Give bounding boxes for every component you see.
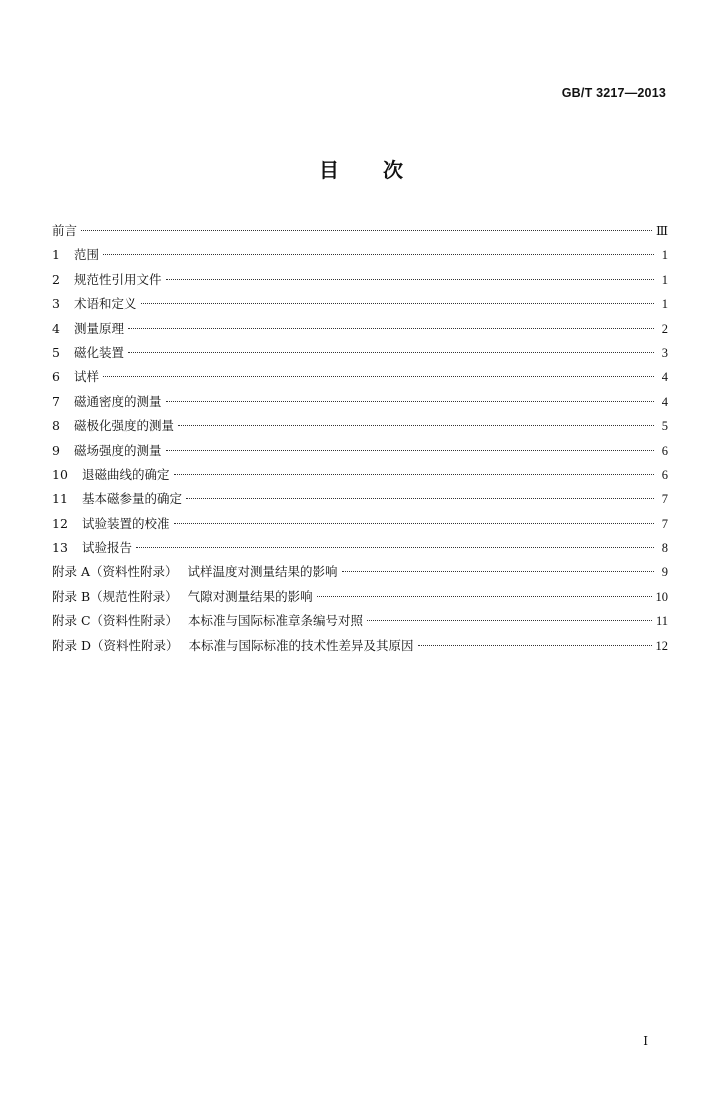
toc-entry-number: 11: [52, 491, 68, 507]
toc-dot-leader: [128, 328, 654, 329]
toc-entry-title: 磁场强度的测量: [74, 442, 162, 458]
toc-dot-leader: [166, 279, 654, 280]
toc-entry-page: 6: [661, 467, 668, 482]
toc-dot-leader: [367, 620, 652, 621]
toc-entry-page: 9: [661, 565, 668, 580]
toc-entry-number: 附录 B（规范性附录）: [52, 588, 178, 604]
toc-entry-page: 1: [661, 297, 668, 312]
toc-dot-leader: [418, 645, 652, 646]
toc-entry: [52, 463, 668, 487]
toc-entry-number: 13: [52, 540, 68, 556]
toc-entry: [52, 609, 668, 633]
toc-entry-title: 试样温度对测量结果的影响: [187, 564, 338, 580]
toc-entry-number: 附录 D（资料性附录）: [52, 637, 179, 653]
toc-entry-page: 7: [661, 516, 668, 531]
toc-entry: [52, 317, 668, 341]
toc-entry: [52, 243, 668, 267]
toc-entry-page: 3: [661, 345, 668, 360]
toc-entry: [52, 560, 668, 584]
toc-entry-page: 12: [655, 638, 668, 653]
toc-dot-leader: [342, 571, 654, 572]
toc-entry-title: 范围: [74, 247, 100, 263]
toc-entry-page: 11: [655, 614, 668, 629]
toc-dot-leader: [141, 303, 654, 304]
toc-entry-page: 10: [655, 589, 668, 604]
toc-entry: [52, 414, 668, 438]
toc-entry: [52, 536, 668, 560]
toc-entry-title: 气隙对测量结果的影响: [187, 588, 313, 604]
toc-entry-page: 5: [661, 419, 668, 434]
toc-dot-leader: [166, 450, 654, 451]
toc-entry-page: 2: [661, 321, 668, 336]
toc-dot-leader: [103, 254, 654, 255]
toc-entry: [52, 585, 668, 609]
toc-entry-page: 8: [661, 541, 668, 556]
toc-entry-number: 2: [52, 271, 60, 287]
toc-entry-page: 1: [661, 248, 668, 263]
toc-dot-leader: [81, 230, 652, 231]
toc-entry-title: 试验装置的校准: [82, 515, 170, 531]
toc-entry-number: 附录 A（资料性附录）: [52, 564, 178, 580]
toc-entry-number: 7: [52, 393, 60, 409]
toc-entry: [52, 219, 668, 243]
toc-entry: [52, 439, 668, 463]
toc-entry-page: 6: [661, 443, 668, 458]
toc-dot-leader: [166, 401, 654, 402]
toc-entry-page: 1: [661, 272, 668, 287]
toc-entry-number: 附录 C（资料性附录）: [52, 613, 179, 629]
toc-entry-number: 12: [52, 515, 68, 531]
page-title: 目次: [319, 158, 447, 182]
toc-entry-title: 规范性引用文件: [74, 271, 162, 287]
toc-entry: [52, 634, 668, 658]
toc-dot-leader: [174, 474, 654, 475]
toc-entry-number: 1: [52, 247, 60, 263]
toc-dot-leader: [128, 352, 654, 353]
toc-entry-title: 磁极化强度的测量: [74, 418, 175, 434]
standard-code: GB/T 3217—2013: [561, 86, 666, 100]
toc-entry-number: 9: [52, 442, 60, 458]
toc-entry-title: 术语和定义: [74, 296, 137, 312]
toc-entry-title: 试样: [74, 369, 100, 385]
toc-entry: [52, 292, 668, 316]
toc-entry-page: Ⅲ: [655, 224, 668, 238]
toc-entry-number: 4: [52, 320, 60, 336]
toc-entry-page: 4: [661, 370, 668, 385]
toc-entry-number: 3: [52, 296, 60, 312]
toc-entry-title: 本标准与国际标准章条编号对照: [188, 613, 364, 629]
page-number: Ⅰ: [643, 1034, 648, 1048]
toc-entry-title: 磁通密度的测量: [74, 393, 162, 409]
toc-entry: [52, 390, 668, 414]
toc-entry: [52, 487, 668, 511]
toc-entry-title: 试验报告: [82, 540, 133, 556]
toc-entry-page: 4: [661, 394, 668, 409]
toc-entry: [52, 268, 668, 292]
toc-dot-leader: [178, 425, 654, 426]
toc-entry-title: 本标准与国际标准的技术性差异及其原因: [188, 637, 414, 653]
toc-dot-leader: [174, 523, 654, 524]
toc-dot-leader: [186, 498, 654, 499]
toc-entry-title: 基本磁参量的确定: [82, 491, 183, 507]
toc-entry-title: 前言: [52, 223, 78, 238]
toc-entry-number: 5: [52, 344, 60, 360]
toc-entry-number: 10: [52, 466, 68, 482]
toc-entry: [52, 341, 668, 365]
toc-dot-leader: [136, 547, 654, 548]
toc-entry-number: 8: [52, 418, 60, 434]
toc-entry-title: 磁化装置: [74, 344, 125, 360]
toc-entry-page: 7: [661, 492, 668, 507]
toc-entry-title: 退磁曲线的确定: [82, 466, 170, 482]
table-of-contents: [52, 219, 668, 658]
toc-entry: [52, 512, 668, 536]
toc-entry-number: 6: [52, 369, 60, 385]
toc-dot-leader: [103, 376, 654, 377]
toc-entry: [52, 365, 668, 389]
toc-entry-title: 测量原理: [74, 320, 125, 336]
toc-dot-leader: [317, 596, 652, 597]
